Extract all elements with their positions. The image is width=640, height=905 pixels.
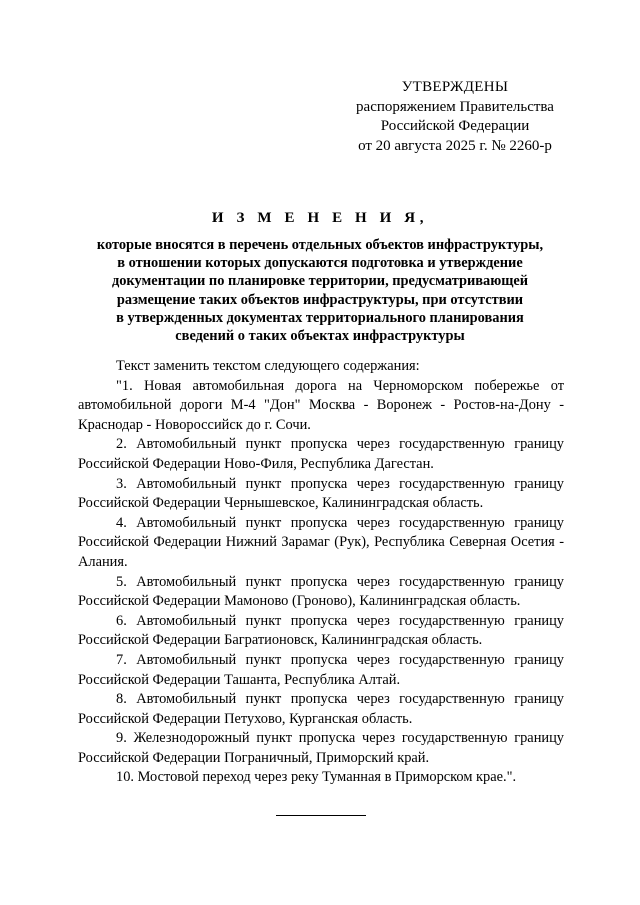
list-item-3: 3. Автомобильный пункт пропуска через государственную границу Российской Федерации Чернышевское, Калининградская область.	[78, 475, 564, 512]
end-separator-line	[276, 815, 366, 816]
list-item-9: 9. Железнодорожный пункт пропуска через государственную границу Российской Федерации Пограничный, Приморский край.	[78, 730, 564, 766]
list-item-5: 5. Автомобильный пункт пропуска через государственную границу Российской Федерации Мамоново (Гроново), Калининградская область.	[78, 573, 564, 610]
subtitle-line: документации по планировке территории, предусматривающей	[111, 273, 529, 290]
list-item-6: 6. Автомобильный пункт пропуска через государственную границу Российской Федерации Багратионовск, Калининградская область.	[78, 612, 564, 649]
approval-line-3: от 20 августа 2025 г. № 2260-р	[358, 137, 552, 154]
list-item-1: "1. Новая автомобильная дорога на Черноморском побережье от автомобильной дороги М-4 "Дон" Москва - Воронеж - Ростов-на-Дону - Краснодар - Новороссийск до г. Сочи.	[78, 377, 564, 433]
document-subtitle	[60, 236, 580, 345]
subtitle-line: в отношении которых допускаются подготовка и утверждение	[117, 255, 523, 272]
list-item-4: 4. Автомобильный пункт пропуска через государственную границу Российской Федерации Нижний Зарамаг (Рук), Республика Северная Осетия - Алания.	[78, 514, 564, 570]
subtitle-line: в утвержденных документах территориального планирования	[116, 309, 524, 326]
list-item-10: 10. Мостовой переход через реку Туманная в Приморском крае.".	[116, 769, 517, 786]
approved-label: УТВЕРЖДЕНЫ	[401, 79, 509, 95]
approval-line-1: распоряжением Правительства	[356, 98, 554, 115]
subtitle-line: которые вносятся в перечень отдельных объектов инфраструктуры,	[96, 237, 544, 253]
approval-line-2: Российской Федерации	[380, 118, 530, 134]
intro-paragraph: Текст заменить текстом следующего содержания:	[116, 358, 420, 374]
approval-stamp	[340, 78, 570, 156]
list-item-8: 8. Автомобильный пункт пропуска через государственную границу Российской Федерации Петухово, Курганская область.	[78, 691, 564, 727]
list-item-7: 7. Автомобильный пункт пропуска через государственную границу Российской Федерации Ташанта, Республика Алтай.	[78, 651, 564, 688]
subtitle-line: сведений о таких объектах инфраструктуры	[175, 328, 465, 345]
document-heading	[60, 208, 580, 345]
subtitle-line: размещение таких объектов инфраструктуры, при отсутствии	[116, 291, 524, 308]
document-body	[78, 357, 564, 788]
list-item-2: 2. Автомобильный пункт пропуска через государственную границу Российской Федерации Ново-Филя, Республика Дагестан.	[78, 436, 564, 472]
document-title: И З М Е Н Е Н И Я,	[211, 210, 429, 226]
